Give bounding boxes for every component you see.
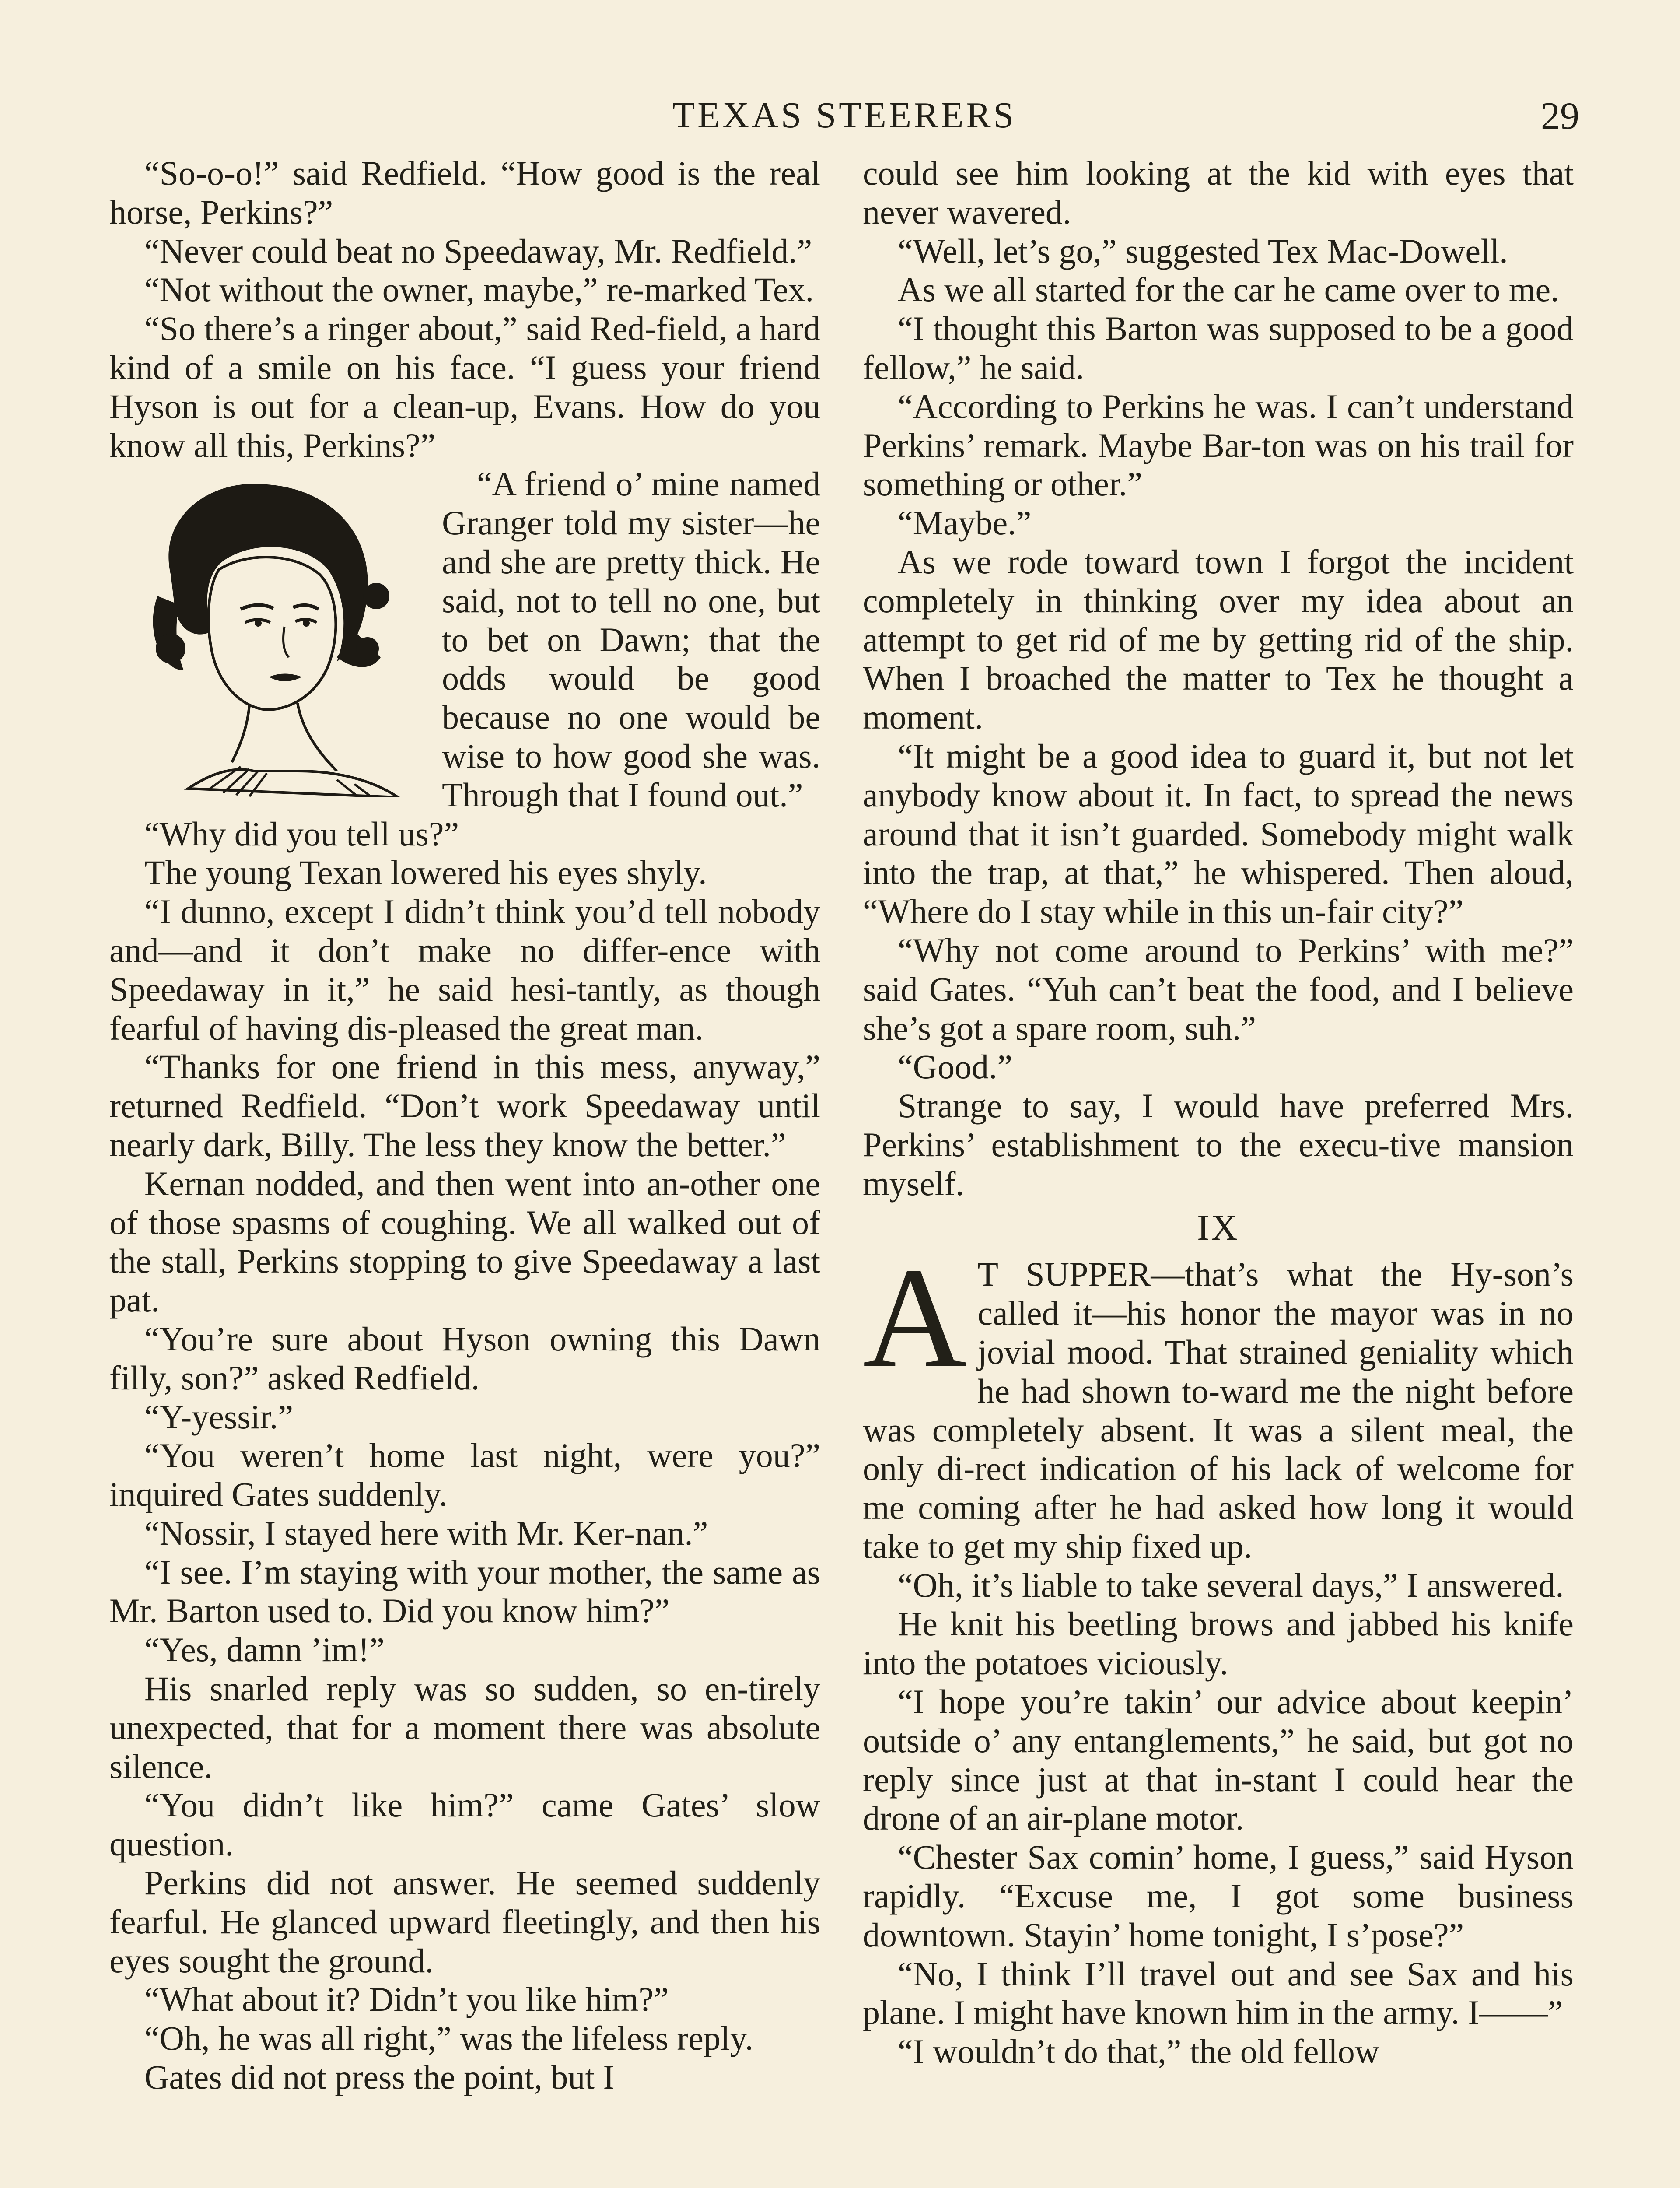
paragraph: The young Texan lowered his eyes shyly. bbox=[144, 853, 707, 892]
drop-cap: A bbox=[863, 1238, 967, 1398]
paragraph: Gates did not press the point, but I bbox=[144, 2058, 615, 2097]
paragraph: “Y-yessir.” bbox=[144, 1397, 294, 1436]
left-column bbox=[109, 154, 820, 2097]
paragraph: “No, I think I’ll travel out and see Sax and his plane. I might have known him in the army. I——” bbox=[863, 1954, 1574, 2032]
paragraph: “I dunno, except I didn’t think you’d tell nobody and—and it don’t make no differ-ence with Speedaway in it,” he said hesi-tantly, as though fearful of having dis-pleased the great man. bbox=[109, 892, 820, 1047]
paragraph: “According to Perkins he was. I can’t understand Perkins’ remark. Maybe Bar-ton was on his trail for something or other.” bbox=[863, 387, 1574, 503]
paragraph: “I hope you’re takin’ our advice about keepin’ outside o’ any entanglements,” he said, but got no reply since just at that in-stant I could hear the drone of an air-plane motor. bbox=[863, 1683, 1574, 1837]
paragraph: “Chester Sax comin’ home, I guess,” said Hyson rapidly. “Excuse me, I got some business downtown. Stayin’ home tonight, I s’pose?” bbox=[863, 1838, 1574, 1954]
paragraph: “Never could beat no Speedaway, Mr. Redfield.” bbox=[144, 231, 812, 270]
paragraph: As we all started for the car he came over to me. bbox=[898, 270, 1559, 309]
paragraph: “Nossir, I stayed here with Mr. Ker-nan.” bbox=[144, 1514, 708, 1552]
paragraph: “Well, let’s go,” suggested Tex Mac-Dowell. bbox=[898, 231, 1508, 270]
paragraph: “You weren’t home last night, were you?” inquired Gates suddenly. bbox=[109, 1436, 820, 1514]
paragraph: Strange to say, I would have preferred Mrs. Perkins’ establishment to the execu-tive mansion myself. bbox=[863, 1087, 1574, 1203]
paragraph: His snarled reply was so sudden, so en-tirely unexpected, that for a moment there was absolute silence. bbox=[109, 1669, 820, 1785]
chapter-opening-paragraph bbox=[863, 1238, 1574, 1566]
right-column bbox=[863, 154, 1574, 2071]
paragraph: “Maybe.” bbox=[898, 504, 1032, 542]
running-title: TEXAS STEERERS bbox=[672, 95, 1017, 136]
paragraph: “I thought this Barton was supposed to be a good fellow,” he said. bbox=[863, 309, 1574, 386]
paragraph: “So-o-o!” said Redfield. “How good is the real horse, Perkins?” bbox=[109, 154, 820, 231]
paragraph: “Not without the owner, maybe,” re-marked Tex. bbox=[144, 270, 814, 309]
paragraph: “Why did you tell us?” bbox=[144, 814, 459, 853]
paragraph: “Yes, damn ’im!” bbox=[144, 1630, 385, 1669]
chapter-opening-text: T SUPPER—that’s what the Hy-son’s called it—his honor the mayor was in no jovial mood. That strained geniality which he had shown to-ward me the night before was completely absent. It was a silent meal, the only di-rect indication of his lack of welcome for me coming after he had asked how long it would take to get my ship fixed up. bbox=[863, 1255, 1574, 1565]
paragraph: “Thanks for one friend in this mess, anyway,” returned Redfield. “Don’t work Speedaway until nearly dark, Billy. The less they know the better.” bbox=[109, 1048, 820, 1164]
woman-portrait-illustration bbox=[109, 465, 429, 797]
paragraph: “I wouldn’t do that,” the old fellow bbox=[898, 2032, 1380, 2071]
paragraph: “I see. I’m staying with your mother, the same as Mr. Barton used to. Did you know him?” bbox=[109, 1553, 820, 1630]
paragraph: “Good.” bbox=[898, 1048, 1013, 1086]
chapter-heading: IX bbox=[1197, 1207, 1239, 1248]
paragraph: “Why not come around to Perkins’ with me?” said Gates. “Yuh can’t beat the food, and I believe she’s got a spare room, suh.” bbox=[863, 931, 1574, 1047]
page-number: 29 bbox=[1541, 95, 1579, 137]
paragraph: “Oh, it’s liable to take several days,” I answered. bbox=[898, 1566, 1564, 1604]
paragraph: “What about it? Didn’t you like him?” bbox=[144, 1980, 669, 2019]
paragraph: Kernan nodded, and then went into an-other one of those spasms of coughing. We all walked out of the stall, Perkins stopping to give Speedaway a last pat. bbox=[109, 1164, 820, 1319]
paragraph: Perkins did not answer. He seemed suddenly fearful. He glanced upward fleetingly, and then his eyes sought the ground. bbox=[109, 1864, 820, 1980]
paragraph: “You didn’t like him?” came Gates’ slow question. bbox=[109, 1786, 820, 1863]
paragraph: “A friend o’ mine named Granger told my sister—he and she are pretty thick. He said, not to tell no one, but to bet on Dawn; that the odds would be good because no one would be wise to how good she was. Through that I found out.” bbox=[442, 465, 820, 814]
paragraph: “You’re sure about Hyson owning this Dawn filly, son?” asked Redfield. bbox=[109, 1319, 820, 1397]
paragraph: As we rode toward town I forgot the incident completely in thinking over my idea about an attempt to get rid of me by getting rid of the ship. When I broached the matter to Tex he thought a moment. bbox=[863, 542, 1574, 736]
paragraph: He knit his beetling brows and jabbed his knife into the potatoes viciously. bbox=[863, 1605, 1574, 1682]
paragraph: “So there’s a ringer about,” said Red-field, a hard kind of a smile on his face. “I guess your friend Hyson is out for a clean-up, Evans. How do you know all this, Perkins?” bbox=[109, 309, 820, 464]
paragraph: “Oh, he was all right,” was the lifeless reply. bbox=[144, 2019, 754, 2058]
paragraph: could see him looking at the kid with eyes that never wavered. bbox=[863, 154, 1574, 231]
paragraph: “It might be a good idea to guard it, but not let anybody know about it. In fact, to spread the news around that it isn’t guarded. Somebody might walk into the trap, at that,” he whispered. Then aloud, “Where do I stay while in this un-fair city?” bbox=[863, 736, 1574, 931]
page-header bbox=[109, 94, 1579, 142]
